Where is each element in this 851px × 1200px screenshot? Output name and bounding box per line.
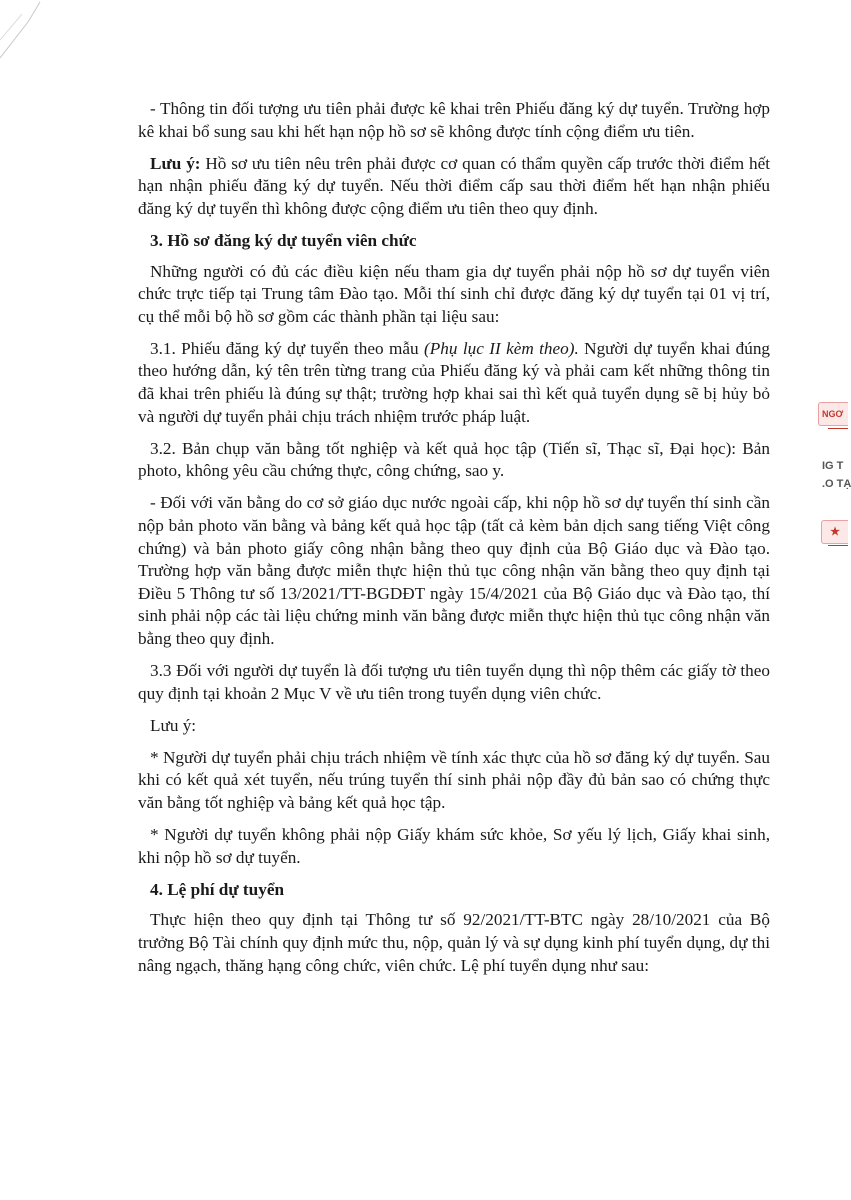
priority-note-paragraph	[138, 153, 770, 221]
priority-info-paragraph: - Thông tin đối tượng ưu tiên phải được kê khai trên Phiếu đăng ký dự tuyển. Trường hợp kê khai bổ sung sau khi hết hạn nộp hồ sơ sẽ không được tính cộng điểm ưu tiên.	[138, 99, 770, 141]
section-3-note-2: * Người dự tuyển không phải nộp Giấy khám sức khỏe, Sơ yếu lý lịch, Giấy khai sinh, khi nộp hồ sơ dự tuyển.	[138, 825, 770, 867]
item-3-3: 3.3 Đối với người dự tuyển là đối tượng ưu tiên tuyển dụng thì nộp thêm các giấy tờ theo quy định tại khoản 2 Mục V về ưu tiên trong tuyển dụng viên chức.	[138, 661, 770, 703]
item-3-1-appendix-ref: (Phụ lục II kèm theo).	[424, 338, 579, 358]
page-fold-mark	[0, 0, 40, 60]
note-text: Hồ sơ ưu tiên nêu trên phải được cơ quan có thẩm quyền cấp trước thời điểm hết hạn nhận phiếu đăng ký dự tuyển. Nếu thời điểm cấp sau thời điểm hết hạn nhận phiếu đăng ký dự tuyển thì không được cộng điểm ưu tiên theo quy định.	[138, 153, 771, 218]
seal-fragment-text-2: .O TẠ	[822, 478, 851, 490]
section-3-note-label: Lưu ý:	[150, 715, 197, 735]
section-4-heading: 4. Lệ phí dự tuyển	[150, 879, 285, 899]
seal-star-icon: ★	[821, 520, 848, 544]
section-3-heading: 3. Hồ sơ đăng ký dự tuyển viên chức	[150, 230, 417, 250]
section-3-note-1: * Người dự tuyển phải chịu trách nhiệm về tính xác thực của hồ sơ đăng ký dự tuyển. Sau khi có kết quả xét tuyển, nếu trúng tuyển thí sinh phải nộp đầy đủ bản sao có chứng thực văn bằng tốt nghiệp và bảng kết quả học tập.	[138, 747, 770, 813]
item-3-1	[138, 338, 770, 428]
item-3-2: 3.2. Bản chụp văn bằng tốt nghiệp và kết quả học tập (Tiến sĩ, Thạc sĩ, Đại học): Bản photo, không yêu cầu chứng thực, công chứng, sao y.	[138, 438, 770, 481]
document-body	[138, 98, 770, 987]
section-4-text: Thực hiện theo quy định tại Thông tư số 92/2021/TT-BTC ngày 28/10/2021 của Bộ trưởng Bộ Tài chính quy định mức thu, nộp, quản lý và sự dụng kinh phí tuyển dụng, dự thi nâng ngạch, thăng hạng công chức, viên chức. Lệ phí tuyển dụng như sau:	[138, 910, 770, 975]
seal-fragment-top: NGƠ	[818, 402, 848, 426]
seal-line-top	[828, 428, 848, 429]
note-label: Lưu ý:	[150, 153, 201, 173]
section-3-intro: Những người có đủ các điều kiện nếu tham gia dự tuyển phải nộp hồ sơ dự tuyển viên chức trực tiếp tại Trung tâm Đào tạo. Mỗi thí sinh chỉ được đăng ký dự tuyển tại 01 vị trí, cụ thể mỗi bộ hồ sơ gồm các thành phần tại liệu sau:	[138, 261, 770, 326]
seal-fragment-text-1: IG T	[822, 460, 844, 472]
item-3-1-text-start: 3.1. Phiếu đăng ký dự tuyển theo mẫu	[150, 338, 425, 358]
seal-line-bottom	[828, 545, 848, 546]
item-3-2-foreign-degrees: - Đối với văn bằng do cơ sở giáo dục nước ngoài cấp, khi nộp hồ sơ dự tuyển thí sinh cần nộp bản photo văn bằng và bảng kết quả học tập (tất cả kèm bản dịch sang tiếng Việt công chứng) và bản photo giấy công nhận bằng theo quy định của Bộ Giáo dục và Đào tạo. Trường hợp văn bằng được miễn thực hiện thủ tục công nhận văn bằng theo quy định tại Điều 5 Thông tư số 13/2021/TT-BGDĐT ngày 15/4/2021 của Bộ Giáo dục và Đào tạo, thí sinh phải nộp các tài liệu chứng minh văn bằng được miễn thực hiện thủ tục công nhận văn bằng theo quy định.	[138, 493, 770, 648]
item-3-1-text-end: Người dự tuyển khai đúng theo hướng dẫn, ký tên trên từng trang của Phiếu đăng ký và phải cam kết những thông tin đã khai trên phiếu là đúng sự thật; trường hợp khai sai thì kết quả tuyển dụng sẽ bị hủy bỏ và người dự tuyển phải chịu trách nhiệm trước pháp luật.	[138, 338, 771, 426]
